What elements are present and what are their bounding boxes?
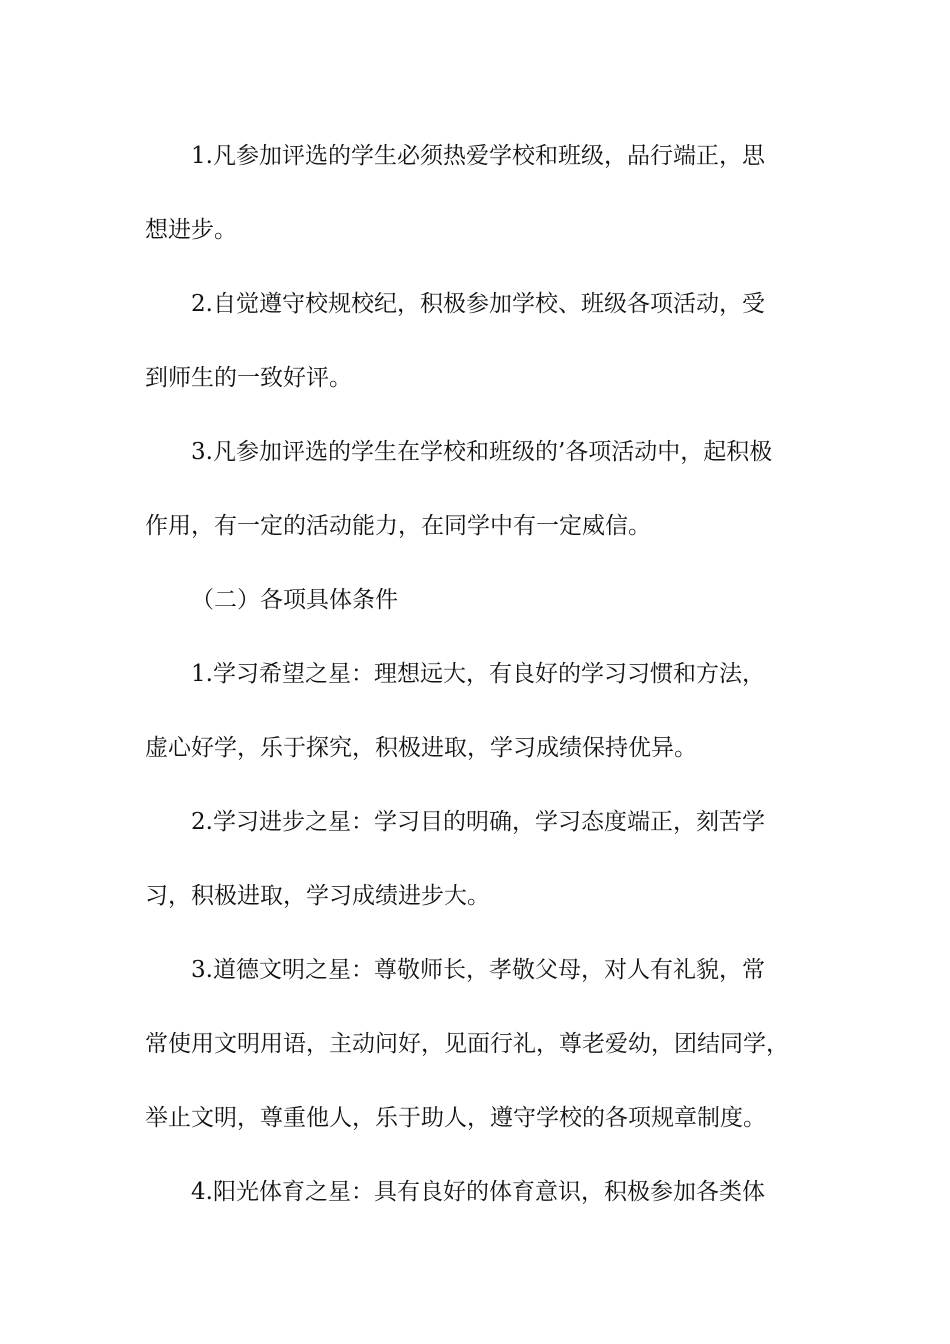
text-line: 常使用文明用语，主动问好，见面行礼，尊老爱幼，团结同学， [145, 1031, 789, 1057]
text-line: 3.道德文明之星：尊敬师长，孝敬父母，对人有礼貌，常 [191, 957, 765, 983]
text-line: 1.学习希望之星：理想远大，有良好的学习习惯和方法， [191, 661, 765, 687]
text-line: 2.学习进步之星：学习目的明确，学习态度端正，刻苦学 [191, 809, 765, 835]
text-line: 虚心好学，乐于探究，积极进取，学习成绩保持优异。 [145, 735, 697, 761]
document-body [145, 119, 807, 1229]
paragraph-criteria-4 [145, 1155, 807, 1229]
paragraph-general-1 [145, 119, 807, 267]
text-line: 习，积极进取，学习成绩进步大。 [145, 883, 490, 909]
text-line: 举止文明，尊重他人，乐于助人，遵守学校的各项规章制度。 [145, 1105, 766, 1131]
paragraph-general-2 [145, 267, 807, 415]
paragraph-criteria-1 [145, 637, 807, 785]
paragraph-criteria-2 [145, 785, 807, 933]
text-line: 到师生的一致好评。 [145, 365, 352, 391]
text-line: 3.凡参加评选的学生在学校和班级的’各项活动中，起积极 [191, 439, 773, 465]
text-line: 作用，有一定的活动能力，在同学中有一定威信。 [145, 513, 651, 539]
text-line: 1.凡参加评选的学生必须热爱学校和班级，品行端正，思 [191, 143, 765, 169]
text-line: 想进步。 [145, 217, 237, 243]
text-line: 2.自觉遵守校规校纪，积极参加学校、班级各项活动，受 [191, 291, 765, 317]
paragraph-general-3 [145, 415, 807, 563]
paragraph-criteria-3 [145, 933, 807, 1155]
text-line: 4.阳光体育之星：具有良好的体育意识，积极参加各类体 [191, 1179, 765, 1205]
section-heading [145, 563, 807, 637]
section-heading-text: （二）各项具体条件 [191, 587, 398, 613]
